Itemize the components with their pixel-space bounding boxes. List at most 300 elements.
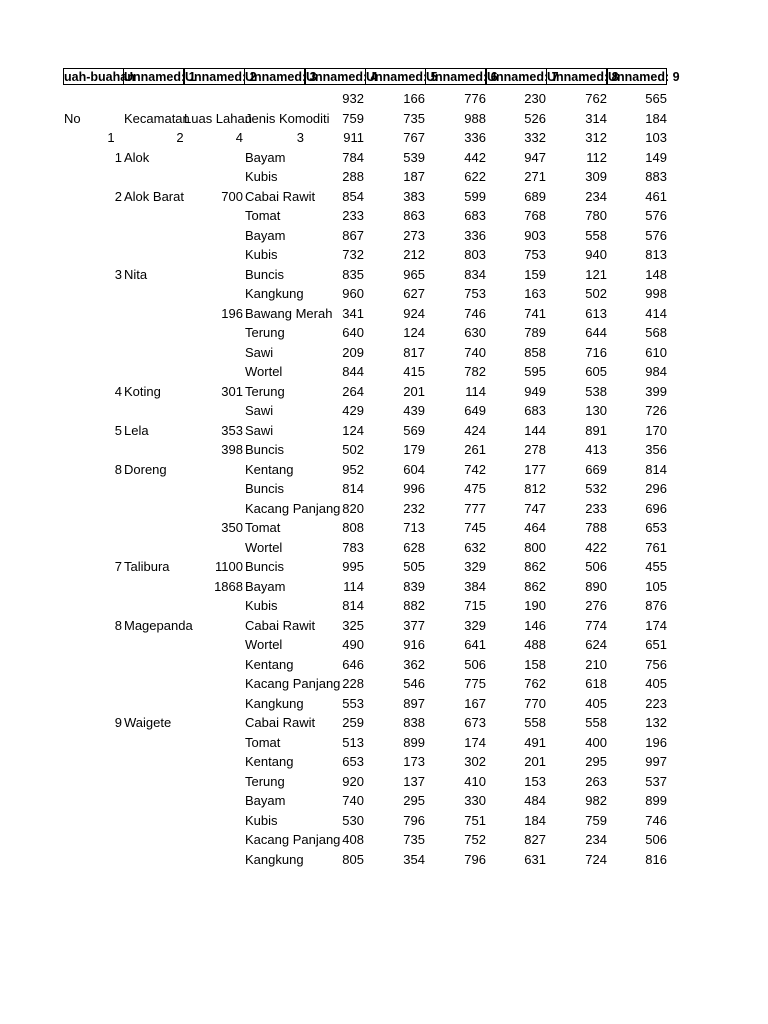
table-cell[interactable]: 553: [342, 695, 364, 711]
table-cell[interactable]: 330: [464, 793, 486, 808]
table-cell[interactable]: 295: [403, 793, 425, 808]
table-cell[interactable]: 780: [585, 208, 607, 223]
table-cell[interactable]: 271: [524, 169, 546, 184]
table-cell[interactable]: 2: [114, 188, 122, 204]
table-cell[interactable]: 490: [342, 637, 364, 652]
table-cell[interactable]: 263: [585, 773, 607, 789]
table-cell[interactable]: 817: [403, 344, 425, 360]
table-cell[interactable]: 3: [114, 266, 122, 282]
table-cell[interactable]: Koting: [124, 383, 161, 399]
table-cell[interactable]: 201: [524, 754, 546, 769]
table-cell[interactable]: 1: [114, 149, 122, 165]
table-cell[interactable]: 405: [585, 695, 607, 711]
table-cell[interactable]: 796: [403, 812, 425, 828]
table-cell[interactable]: 715: [464, 598, 486, 613]
table-cell[interactable]: 295: [585, 754, 607, 769]
table-cell[interactable]: 329: [464, 617, 486, 633]
table-cell[interactable]: 756: [645, 656, 667, 672]
table-cell[interactable]: Kubis: [245, 598, 278, 613]
table-cell[interactable]: 532: [585, 481, 607, 496]
table-cell[interactable]: 190: [524, 598, 546, 613]
table-cell[interactable]: 232: [403, 500, 425, 516]
table-cell[interactable]: 377: [403, 617, 425, 633]
table-cell[interactable]: 576: [645, 227, 667, 243]
table-cell[interactable]: 539: [403, 149, 425, 165]
table-cell[interactable]: 753: [524, 247, 546, 262]
table-cell[interactable]: 526: [524, 110, 546, 126]
table-cell[interactable]: 796: [464, 851, 486, 867]
table-cell[interactable]: 234: [585, 832, 607, 847]
table-cell[interactable]: 513: [342, 734, 364, 750]
table-cell[interactable]: 288: [342, 169, 364, 184]
table-cell[interactable]: 558: [585, 227, 607, 243]
table-cell[interactable]: 112: [586, 149, 607, 165]
table-cell[interactable]: 696: [645, 500, 667, 516]
table-cell[interactable]: 261: [464, 442, 486, 457]
table-cell[interactable]: 565: [645, 91, 667, 106]
table-cell[interactable]: Bayam: [245, 793, 286, 808]
table-cell[interactable]: 716: [585, 344, 607, 360]
table-cell[interactable]: 789: [524, 325, 546, 340]
table-cell[interactable]: 768: [524, 208, 546, 223]
table-cell[interactable]: 746: [464, 305, 486, 321]
table-cell[interactable]: 742: [464, 461, 486, 477]
table-cell[interactable]: 121: [585, 266, 607, 282]
table-cell[interactable]: Buncis: [245, 442, 285, 457]
table-cell[interactable]: 312: [585, 130, 607, 145]
table-cell[interactable]: Kubis: [245, 247, 278, 262]
table-cell[interactable]: 329: [464, 559, 486, 574]
table-cell[interactable]: 800: [524, 539, 546, 555]
table-cell[interactable]: 212: [403, 247, 425, 262]
table-cell[interactable]: 932: [342, 91, 364, 106]
table-cell[interactable]: 179: [403, 442, 425, 457]
table-cell[interactable]: Tomat: [245, 208, 281, 223]
table-cell[interactable]: 461: [645, 188, 667, 204]
table-cell[interactable]: 400: [585, 734, 607, 750]
table-cell[interactable]: 653: [645, 520, 667, 535]
table-cell[interactable]: 568: [645, 325, 667, 340]
table-cell[interactable]: 920: [342, 773, 364, 789]
table-cell[interactable]: Kubis: [245, 169, 278, 184]
table-cell[interactable]: Kacang Panjang: [245, 676, 341, 691]
table-cell[interactable]: 952: [342, 461, 364, 477]
column-header[interactable]: Unnamed: 2: [185, 70, 257, 84]
table-cell[interactable]: Kentang: [245, 461, 294, 477]
table-cell[interactable]: Kacang Panjang: [245, 832, 341, 847]
table-cell[interactable]: 627: [403, 286, 425, 301]
table-cell[interactable]: 439: [403, 403, 425, 418]
table-cell[interactable]: 628: [403, 539, 425, 555]
table-cell[interactable]: 947: [524, 149, 546, 165]
table-cell[interactable]: Cabai Rawit: [245, 617, 316, 633]
table-cell[interactable]: Alok Barat: [124, 188, 184, 204]
table-cell[interactable]: 752: [464, 832, 486, 847]
table-cell[interactable]: 3: [296, 130, 304, 145]
table-cell[interactable]: 827: [524, 832, 546, 847]
table-cell[interactable]: 302: [464, 754, 486, 769]
table-cell[interactable]: Bayam: [245, 578, 286, 594]
table-cell[interactable]: 897: [403, 695, 425, 711]
table-cell[interactable]: 960: [342, 286, 364, 301]
table-cell[interactable]: 546: [403, 676, 425, 691]
column-header[interactable]: Unnamed: 5: [366, 70, 438, 84]
table-cell[interactable]: 144: [524, 422, 546, 438]
table-cell[interactable]: 630: [464, 325, 486, 340]
table-cell[interactable]: 759: [342, 110, 364, 126]
table-cell[interactable]: 713: [403, 520, 425, 535]
table-cell[interactable]: 632: [464, 539, 486, 555]
table-cell[interactable]: 264: [342, 383, 364, 399]
table-cell[interactable]: Magepanda: [124, 617, 193, 633]
table-cell[interactable]: 210: [585, 656, 607, 672]
table-cell[interactable]: 384: [464, 578, 486, 594]
table-cell[interactable]: 354: [403, 851, 425, 867]
table-cell[interactable]: 177: [524, 461, 546, 477]
table-cell[interactable]: 149: [645, 149, 667, 165]
table-cell[interactable]: Wortel: [245, 539, 283, 555]
table-cell[interactable]: 604: [403, 461, 425, 477]
table-cell[interactable]: 890: [585, 578, 607, 594]
table-cell[interactable]: 673: [464, 715, 486, 730]
table-cell[interactable]: 839: [403, 578, 425, 594]
table-cell[interactable]: Kangkung: [245, 695, 304, 711]
table-cell[interactable]: Doreng: [124, 461, 167, 477]
table-cell[interactable]: 383: [403, 188, 425, 204]
table-cell[interactable]: 137: [403, 773, 425, 789]
table-cell[interactable]: 422: [585, 539, 607, 555]
table-cell[interactable]: 814: [342, 481, 364, 496]
table-cell[interactable]: 332: [524, 130, 546, 145]
table-cell[interactable]: 924: [403, 305, 425, 321]
table-cell[interactable]: 538: [585, 383, 607, 399]
table-cell[interactable]: 228: [342, 676, 364, 691]
table-cell[interactable]: 5: [114, 422, 122, 438]
table-cell[interactable]: 484: [524, 793, 546, 808]
table-cell[interactable]: 399: [645, 383, 667, 399]
table-cell[interactable]: 747: [524, 500, 546, 516]
table-cell[interactable]: 350: [221, 520, 243, 535]
table-cell[interactable]: 613: [585, 305, 607, 321]
table-cell[interactable]: 1100: [215, 559, 243, 574]
table-cell[interactable]: 940: [585, 247, 607, 262]
column-header[interactable]: Unnamed: 1: [124, 70, 196, 84]
table-cell[interactable]: 854: [342, 188, 364, 204]
table-cell[interactable]: 788: [585, 520, 607, 535]
table-cell[interactable]: 341: [342, 305, 364, 321]
table-cell[interactable]: Buncis: [245, 481, 285, 496]
table-cell[interactable]: 502: [342, 442, 364, 457]
table-cell[interactable]: 740: [342, 793, 364, 808]
table-cell[interactable]: 622: [464, 169, 486, 184]
table-cell[interactable]: 429: [342, 403, 364, 418]
table-cell[interactable]: 783: [342, 539, 364, 555]
table-cell[interactable]: 916: [403, 637, 425, 652]
table-cell[interactable]: 505: [403, 559, 425, 574]
table-cell[interactable]: 803: [464, 247, 486, 262]
table-cell[interactable]: 4: [114, 383, 122, 399]
table-cell[interactable]: 273: [403, 227, 425, 243]
table-cell[interactable]: 724: [585, 851, 607, 867]
table-cell[interactable]: 325: [342, 617, 364, 633]
table-cell[interactable]: 762: [524, 676, 546, 691]
table-cell[interactable]: Terung: [245, 325, 285, 340]
table-cell[interactable]: 166: [403, 91, 425, 106]
table-cell[interactable]: 209: [342, 344, 364, 360]
table-cell[interactable]: 7: [114, 559, 122, 574]
table-cell[interactable]: 726: [645, 403, 667, 418]
table-cell[interactable]: No: [64, 110, 81, 126]
table-cell[interactable]: 732: [342, 247, 364, 262]
table-cell[interactable]: 776: [464, 91, 486, 106]
column-header[interactable]: Unnamed: 9: [608, 70, 680, 84]
table-cell[interactable]: 455: [645, 559, 667, 574]
table-cell[interactable]: 153: [524, 773, 546, 789]
table-cell[interactable]: 184: [645, 110, 667, 126]
table-cell[interactable]: 356: [645, 442, 667, 457]
table-cell[interactable]: 646: [342, 656, 364, 672]
table-cell[interactable]: 996: [403, 481, 425, 496]
table-cell[interactable]: 813: [645, 247, 667, 262]
table-cell[interactable]: 965: [403, 266, 425, 282]
table-cell[interactable]: 174: [645, 617, 667, 633]
table-cell[interactable]: 174: [464, 734, 486, 750]
table-cell[interactable]: 170: [645, 422, 667, 438]
table-cell[interactable]: 816: [645, 851, 667, 867]
table-cell[interactable]: 184: [524, 812, 546, 828]
table-cell[interactable]: 163: [524, 286, 546, 301]
table-cell[interactable]: 159: [524, 266, 546, 282]
table-cell[interactable]: 506: [585, 559, 607, 574]
table-cell[interactable]: 114: [343, 578, 364, 594]
column-header[interactable]: uah-buahan: [64, 70, 135, 84]
table-cell[interactable]: 984: [645, 364, 667, 379]
table-cell[interactable]: 911: [343, 130, 364, 145]
table-cell[interactable]: 1: [107, 130, 115, 145]
table-cell[interactable]: 309: [585, 169, 607, 184]
table-cell[interactable]: 558: [524, 715, 546, 730]
table-cell[interactable]: 982: [585, 793, 607, 808]
table-cell[interactable]: Tomat: [245, 520, 281, 535]
table-cell[interactable]: Kecamatan: [124, 110, 190, 126]
table-cell[interactable]: 777: [464, 500, 486, 516]
table-cell[interactable]: 689: [524, 188, 546, 204]
table-cell[interactable]: 464: [524, 520, 546, 535]
table-cell[interactable]: Lela: [124, 422, 149, 438]
table-cell[interactable]: 173: [403, 754, 425, 769]
table-cell[interactable]: 862: [524, 578, 546, 594]
table-cell[interactable]: 995: [342, 559, 364, 574]
table-cell[interactable]: Kangkung: [245, 286, 304, 301]
table-cell[interactable]: 595: [524, 364, 546, 379]
table-cell[interactable]: 735: [403, 110, 425, 126]
table-cell[interactable]: 867: [342, 227, 364, 243]
table-cell[interactable]: 415: [403, 364, 425, 379]
table-cell[interactable]: 362: [403, 656, 425, 672]
table-cell[interactable]: 761: [645, 539, 667, 555]
table-cell[interactable]: 353: [221, 422, 243, 438]
table-cell[interactable]: 158: [524, 656, 546, 672]
table-cell[interactable]: 624: [585, 637, 607, 652]
table-cell[interactable]: 148: [645, 266, 667, 282]
table-cell[interactable]: Bayam: [245, 227, 286, 243]
table-cell[interactable]: 820: [342, 500, 364, 516]
table-cell[interactable]: 187: [403, 169, 425, 184]
table-cell[interactable]: 103: [645, 130, 667, 145]
table-cell[interactable]: 196: [645, 734, 667, 750]
table-cell[interactable]: Kangkung: [245, 851, 304, 867]
table-cell[interactable]: 903: [524, 227, 546, 243]
table-cell[interactable]: 805: [342, 851, 364, 867]
table-cell[interactable]: 651: [645, 637, 667, 652]
table-cell[interactable]: 506: [645, 832, 667, 847]
table-cell[interactable]: 196: [221, 305, 243, 321]
table-cell[interactable]: 132: [645, 715, 667, 730]
table-cell[interactable]: 558: [585, 715, 607, 730]
table-cell[interactable]: 8: [114, 461, 122, 477]
table-cell[interactable]: 863: [403, 208, 425, 223]
table-cell[interactable]: 862: [524, 559, 546, 574]
table-cell[interactable]: 405: [645, 676, 667, 691]
table-cell[interactable]: 233: [585, 500, 607, 516]
table-cell[interactable]: 774: [585, 617, 607, 633]
table-cell[interactable]: 735: [403, 832, 425, 847]
table-cell[interactable]: Kentang: [245, 754, 294, 769]
column-header[interactable]: Unnamed: 3: [245, 70, 317, 84]
table-cell[interactable]: 259: [342, 715, 364, 730]
table-cell[interactable]: 997: [645, 754, 667, 769]
table-cell[interactable]: 746: [645, 812, 667, 828]
table-cell[interactable]: 576: [645, 208, 667, 223]
table-cell[interactable]: 741: [524, 305, 546, 321]
table-cell[interactable]: Talibura: [124, 559, 170, 574]
table-cell[interactable]: 233: [342, 208, 364, 223]
table-cell[interactable]: 618: [585, 676, 607, 691]
table-cell[interactable]: 605: [585, 364, 607, 379]
table-cell[interactable]: 2: [176, 130, 184, 145]
table-cell[interactable]: 9: [114, 715, 122, 730]
table-cell[interactable]: 751: [464, 812, 486, 828]
table-cell[interactable]: 782: [464, 364, 486, 379]
column-header[interactable]: Unnamed: 6: [426, 70, 498, 84]
table-cell[interactable]: 641: [464, 637, 486, 652]
table-cell[interactable]: 899: [403, 734, 425, 750]
table-cell[interactable]: 834: [464, 266, 486, 282]
table-cell[interactable]: 784: [342, 149, 364, 165]
column-header[interactable]: Unnamed: 8: [547, 70, 619, 84]
table-cell[interactable]: Waigete: [124, 715, 172, 730]
table-cell[interactable]: 876: [645, 598, 667, 613]
table-cell[interactable]: 835: [342, 266, 364, 282]
table-cell[interactable]: 146: [524, 617, 546, 633]
table-cell[interactable]: Buncis: [245, 559, 285, 574]
table-cell[interactable]: 537: [645, 773, 667, 789]
table-cell[interactable]: Sawi: [245, 403, 274, 418]
table-cell[interactable]: 745: [464, 520, 486, 535]
table-cell[interactable]: 610: [645, 344, 667, 360]
table-cell[interactable]: 223: [645, 695, 667, 711]
table-cell[interactable]: 882: [403, 598, 425, 613]
table-cell[interactable]: 230: [524, 91, 546, 106]
table-cell[interactable]: 167: [464, 695, 486, 711]
table-cell[interactable]: 530: [342, 812, 364, 828]
table-cell[interactable]: 644: [585, 325, 607, 340]
table-cell[interactable]: 278: [524, 442, 546, 457]
table-cell[interactable]: Terung: [245, 773, 285, 789]
table-cell[interactable]: Bayam: [245, 149, 286, 165]
table-cell[interactable]: 130: [585, 403, 607, 418]
table-cell[interactable]: Alok: [124, 149, 150, 165]
table-cell[interactable]: 296: [645, 481, 667, 496]
table-cell[interactable]: 410: [464, 773, 486, 789]
table-cell[interactable]: 413: [585, 442, 607, 457]
table-cell[interactable]: Kacang Panjang: [245, 500, 341, 516]
table-cell[interactable]: 838: [403, 715, 425, 730]
table-cell[interactable]: 762: [585, 91, 607, 106]
table-cell[interactable]: Kentang: [245, 656, 294, 672]
table-cell[interactable]: 506: [464, 656, 486, 672]
table-cell[interactable]: Terung: [245, 383, 285, 399]
table-cell[interactable]: 124: [403, 325, 425, 340]
table-cell[interactable]: 753: [464, 286, 486, 301]
table-cell[interactable]: Luas Lahan: [184, 110, 252, 126]
table-cell[interactable]: 770: [524, 695, 546, 711]
table-cell[interactable]: 414: [645, 305, 667, 321]
table-cell[interactable]: Nita: [124, 266, 148, 282]
table-cell[interactable]: 599: [464, 188, 486, 204]
table-cell[interactable]: 653: [342, 754, 364, 769]
table-cell[interactable]: Bawang Merah: [245, 305, 333, 321]
table-cell[interactable]: 891: [585, 422, 607, 438]
table-cell[interactable]: Tomat: [245, 734, 281, 750]
table-cell[interactable]: 631: [524, 851, 546, 867]
table-cell[interactable]: 740: [464, 344, 486, 360]
table-cell[interactable]: Cabai Rawit: [245, 188, 316, 204]
table-cell[interactable]: 814: [645, 461, 667, 477]
table-cell[interactable]: 640: [342, 325, 364, 340]
table-cell[interactable]: 700: [221, 188, 243, 204]
table-cell[interactable]: 502: [585, 286, 607, 301]
table-cell[interactable]: 899: [645, 793, 667, 808]
table-cell[interactable]: 569: [403, 422, 425, 438]
table-cell[interactable]: 649: [464, 403, 486, 418]
table-cell[interactable]: 488: [524, 637, 546, 652]
table-cell[interactable]: 201: [403, 383, 425, 399]
table-cell[interactable]: Wortel: [245, 637, 283, 652]
column-header[interactable]: Unnamed: 4: [306, 70, 378, 84]
table-cell[interactable]: 767: [403, 130, 425, 145]
table-cell[interactable]: 8: [114, 617, 122, 633]
table-cell[interactable]: 475: [464, 481, 486, 496]
table-cell[interactable]: 276: [585, 598, 607, 613]
table-cell[interactable]: Jenis Komoditi: [245, 110, 330, 126]
table-cell[interactable]: Sawi: [245, 422, 274, 438]
table-cell[interactable]: 408: [342, 832, 364, 847]
table-cell[interactable]: 844: [342, 364, 364, 379]
table-cell[interactable]: 301: [221, 383, 243, 399]
table-cell[interactable]: 683: [524, 403, 546, 418]
table-cell[interactable]: 491: [524, 734, 546, 750]
table-cell[interactable]: 105: [645, 578, 667, 594]
table-cell[interactable]: Buncis: [245, 266, 285, 282]
table-cell[interactable]: 949: [524, 383, 546, 399]
table-cell[interactable]: 683: [464, 208, 486, 223]
table-cell[interactable]: 1868: [214, 578, 243, 594]
table-cell[interactable]: 808: [342, 520, 364, 535]
table-cell[interactable]: 314: [585, 110, 607, 126]
table-cell[interactable]: 4: [235, 130, 243, 145]
table-cell[interactable]: 424: [464, 422, 486, 438]
